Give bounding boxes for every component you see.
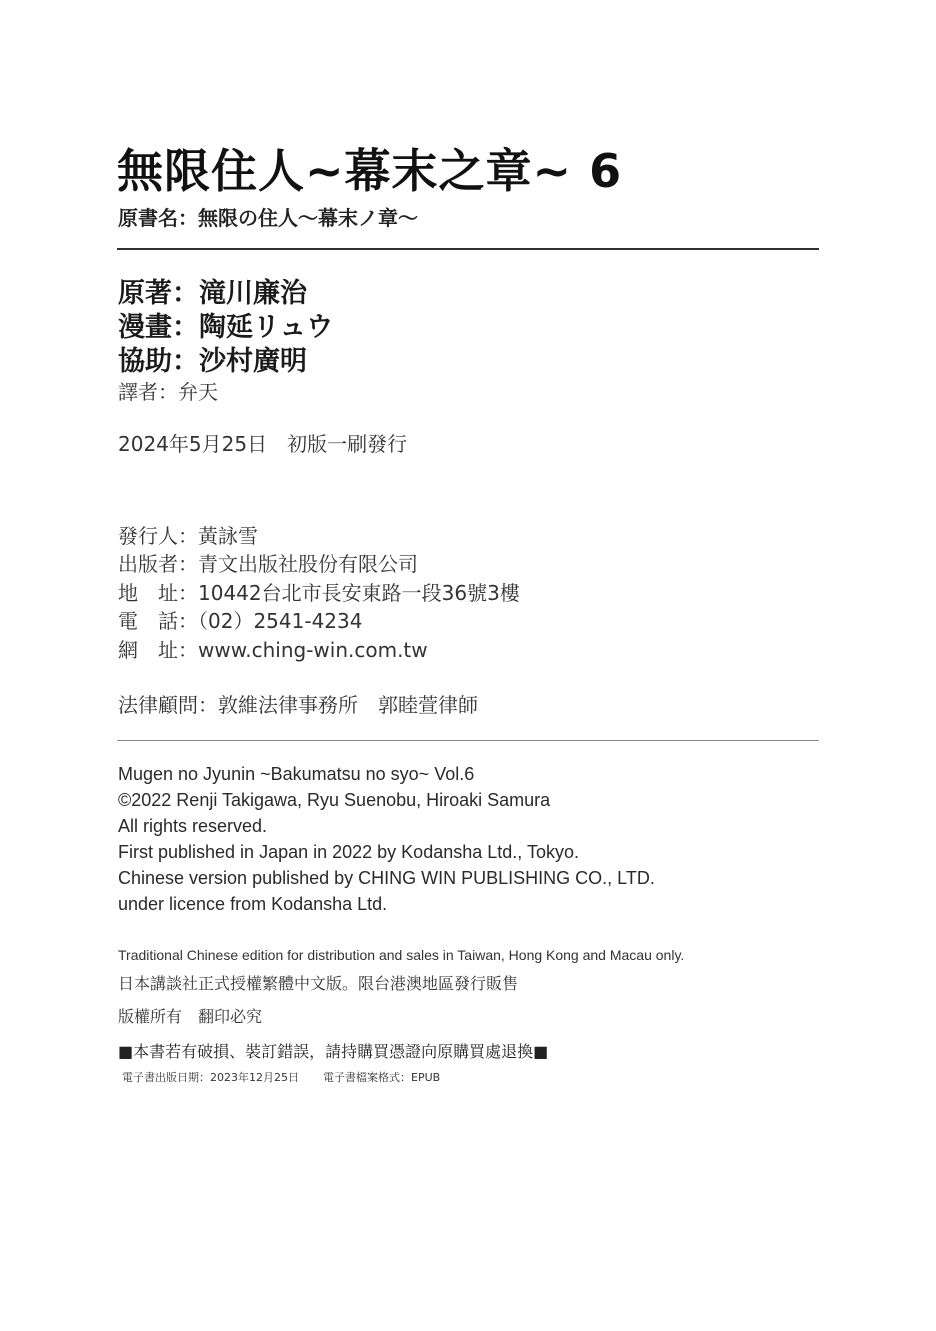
english-credit-line: Chinese version published by CHING WIN PUBLISHING CO., LTD. xyxy=(118,868,655,888)
ebook-info xyxy=(122,1069,440,1085)
distribution-english: Traditional Chinese edition for distribution and sales in Taiwan, Hong Kong and Macau only. xyxy=(118,947,685,963)
address: 地 址：10442台北市長安東路一段36號3樓 xyxy=(118,581,520,605)
credit-artist: 漫畫：陶延リュウ xyxy=(118,312,334,343)
website: 網 址：www.ching-win.com.tw xyxy=(118,638,428,662)
ebook-date: 電子書出版日期：2023年12月25日 xyxy=(122,1071,299,1084)
return-notice: ■本書若有破損、裝訂錯誤，請持購買憑證向原購買處退換■ xyxy=(118,1042,549,1061)
english-credit-line: Mugen no Jyunin ~Bakumatsu no syo~ Vol.6 xyxy=(118,764,475,784)
english-credit-line: All rights reserved. xyxy=(118,816,268,836)
credit-author: 原著：滝川廉治 xyxy=(118,278,307,309)
credit-assist: 協助：沙村廣明 xyxy=(118,346,307,377)
issuer: 發行人：黃詠雪 xyxy=(118,524,258,548)
rights-reserved: 版權所有 翻印必究 xyxy=(118,1007,263,1026)
english-credit-line: ©2022 Renji Takigawa, Ryu Suenobu, Hiroaki Samura xyxy=(118,790,551,810)
distribution-chinese: 日本講談社正式授權繁體中文版。限台港澳地區發行販售 xyxy=(118,974,519,993)
divider-thin xyxy=(117,740,819,741)
english-credit-line: under licence from Kodansha Ltd. xyxy=(118,894,388,914)
edition-date: 2024年5月25日 初版一刷發行 xyxy=(118,432,408,456)
credit-translator: 譯者：弁天 xyxy=(118,380,218,404)
legal-advisor: 法律顧問：敦維法律事務所 郭睦萱律師 xyxy=(118,693,478,717)
original-title: 原書名：無限の住人〜幕末ノ章〜 xyxy=(118,206,418,230)
publisher: 出版者：青文出版社股份有限公司 xyxy=(118,552,418,576)
english-credit-line: First published in Japan in 2022 by Kodansha Ltd., Tokyo. xyxy=(118,842,579,862)
divider-thick xyxy=(117,248,819,250)
phone: 電 話：（02）2541-4234 xyxy=(118,609,363,633)
book-title: 無限住人~幕末之章~ 6 xyxy=(117,144,623,198)
ebook-format: 電子書檔案格式：EPUB xyxy=(323,1071,441,1084)
